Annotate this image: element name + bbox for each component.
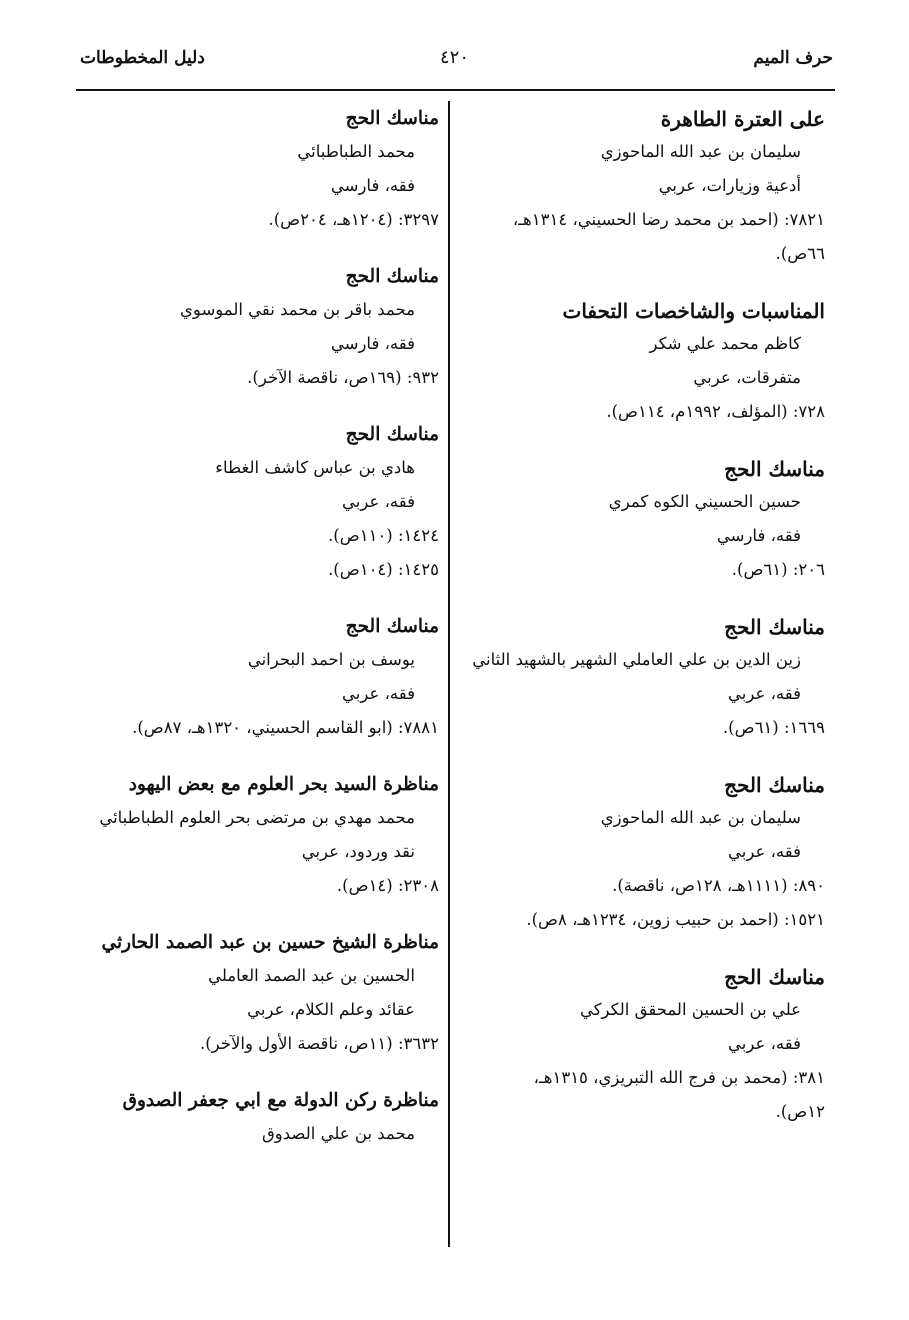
entry-author: كاظم محمد علي شكر (649, 334, 801, 353)
entry-subject: فقه، عربي (728, 842, 801, 861)
entry-subject: فقه، فارسي (716, 526, 801, 545)
entry-title: مناسك الحج (724, 965, 825, 989)
entry-subject: فقه، عربي (342, 492, 415, 511)
entry-title: على العترة الطاهرة (660, 107, 825, 131)
entry-title: مناسك الحج (345, 424, 439, 445)
catalog-entry (74, 419, 439, 587)
entry-title: مناظرة ركن الدولة مع ابي جعفر الصدوق (122, 1090, 439, 1111)
entry-subject: فقه، عربي (728, 684, 801, 703)
entry-copy-record: ٢٣٠٨: (١٤ص). (336, 876, 439, 895)
entry-copy-record: ١٢ص). (775, 1102, 825, 1121)
entry-copy-record: ١٥٢١: (احمد بن حبيب زوين، ١٢٣٤هـ، ٨ص). (526, 910, 825, 929)
page-number: ٤٢٠ (439, 47, 469, 68)
column-divider (448, 101, 450, 1247)
entry-title: مناظرة الشيخ حسين بن عبد الصمد الحارثي (101, 932, 439, 953)
entry-copy-record: ٧٨٢١: (احمد بن محمد رضا الحسيني، ١٣١٤هـ، (512, 210, 825, 229)
entry-copy-record: ١٤٢٥: (١٠٤ص). (328, 560, 439, 579)
catalog-entry (459, 769, 825, 937)
running-header-section: حرف الميم (753, 48, 833, 68)
left-column (74, 103, 439, 1175)
catalog-entry (74, 611, 439, 745)
entry-copy-record: ٨٩٠: (١١١١هـ، ١٢٨ص، ناقصة). (612, 876, 825, 895)
entry-author: محمد باقر بن محمد نقي الموسوي (180, 300, 415, 319)
entry-title: مناسك الحج (724, 457, 825, 481)
entry-copy-record: ١٦٦٩: (٦١ص). (722, 718, 825, 737)
entry-title: مناسك الحج (345, 108, 439, 129)
entry-subject: فقه، عربي (342, 684, 415, 703)
entry-subject: عقائد وعلم الكلام، عربي (247, 1000, 415, 1019)
catalog-entry (74, 103, 439, 237)
entry-subject: فقه، فارسي (330, 176, 415, 195)
catalog-entry (459, 611, 825, 745)
catalog-entry (459, 103, 825, 271)
catalog-entry (74, 769, 439, 903)
entry-author: حسين الحسيني الكوه كمري (608, 492, 801, 511)
entry-title: مناظرة السيد بحر العلوم مع بعض اليهود (128, 774, 439, 795)
entry-subject: نقد وردود، عربي (301, 842, 415, 861)
catalog-entry (74, 927, 439, 1061)
entry-author: محمد بن علي الصدوق (262, 1124, 415, 1143)
entry-title: مناسك الحج (724, 773, 825, 797)
entry-subject: متفرقات، عربي (693, 368, 801, 387)
entry-copy-record: ٦٦ص). (775, 244, 825, 263)
entry-title: مناسك الحج (724, 615, 825, 639)
entry-copy-record: ١٤٢٤: (١١٠ص). (328, 526, 439, 545)
entry-copy-record: ٢٠٦: (٦١ص). (731, 560, 825, 579)
entry-copy-record: ٧٢٨: (المؤلف، ١٩٩٢م، ١١٤ص). (606, 402, 825, 421)
catalog-entry (74, 261, 439, 395)
catalog-entry (459, 453, 825, 587)
right-column (459, 103, 825, 1153)
entry-title: مناسك الحج (345, 266, 439, 287)
entry-author: الحسين بن عبد الصمد العاملي (208, 966, 415, 985)
entry-subject: فقه، فارسي (330, 334, 415, 353)
entry-author: محمد الطباطبائي (297, 142, 415, 161)
entry-subject: فقه، عربي (728, 1034, 801, 1053)
entry-copy-record: ٧٨٨١: (ابو القاسم الحسيني، ١٣٢٠هـ، ٨٧ص). (132, 718, 439, 737)
entry-title: المناسبات والشاخصات التحفات (562, 299, 825, 323)
running-header-book-title: دليل المخطوطات (80, 48, 205, 68)
catalog-entry (459, 961, 825, 1129)
header-rule (76, 89, 835, 91)
entry-author: سليمان بن عبد الله الماحوزي (600, 142, 801, 161)
entry-author: سليمان بن عبد الله الماحوزي (600, 808, 801, 827)
catalog-entry (74, 1085, 439, 1151)
entry-author: زين الدين بن علي العاملي الشهير بالشهيد الثاني (472, 650, 801, 669)
entry-author: يوسف بن احمد البحراني (247, 650, 415, 669)
entry-copy-record: ٣٦٣٢: (١١ص، ناقصة الأول والآخر). (199, 1034, 439, 1053)
entry-copy-record: ٩٣٢: (١٦٩ص، ناقصة الآخر). (247, 368, 439, 387)
entry-title: مناسك الحج (345, 616, 439, 637)
catalog-entry (459, 295, 825, 429)
entry-subject: أدعية وزيارات، عربي (658, 176, 801, 195)
entry-copy-record: ٣٢٩٧: (١٢٠٤هـ، ٢٠٤ص). (268, 210, 439, 229)
entry-author: محمد مهدي بن مرتضى بحر العلوم الطباطبائي (99, 808, 415, 827)
entry-author: هادي بن عباس كاشف الغطاء (215, 458, 415, 477)
entry-copy-record: ٣٨١: (محمد بن فرج الله التبريزي، ١٣١٥هـ، (533, 1068, 825, 1087)
entry-author: علي بن الحسين المحقق الكركي (579, 1000, 801, 1019)
